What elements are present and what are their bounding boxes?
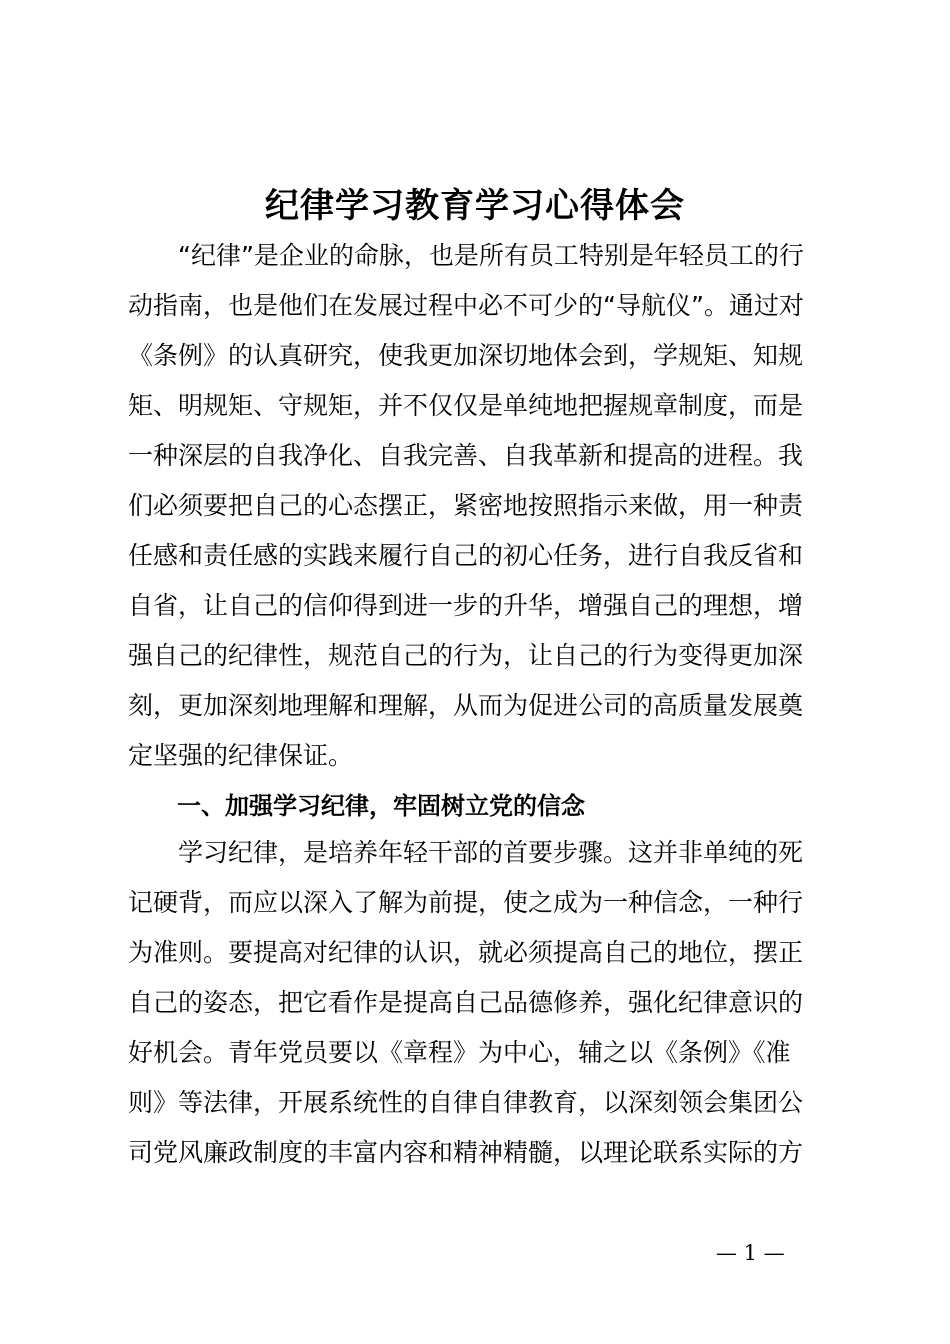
section-heading: 一、加强学习纪律，牢固树立党的信念	[177, 792, 585, 820]
paragraph-line: 矩、明规矩、守规矩，并不仅仅是单纯地把握规章制度，而是	[128, 391, 804, 420]
paragraph-line: 动指南，也是他们在发展过程中必不可少的“导航仪”。通过对	[128, 291, 804, 320]
paragraph-line: 司党风廉政制度的丰富内容和精神精髓，以理论联系实际的方	[128, 1138, 804, 1167]
paragraph-line: 们必须要把自己的心态摆正，紧密地按照指示来做，用一种责	[128, 491, 804, 520]
document-title: 纪律学习教育学习心得体会	[265, 186, 685, 226]
page-number: — 1 —	[716, 1241, 785, 1265]
paragraph-line: “纪律”是企业的命脉，也是所有员工特别是年轻员工的行	[128, 241, 804, 270]
paragraph-line: 刻，更加深刻地理解和理解，从而为促进公司的高质量发展奠	[128, 691, 804, 720]
paragraph-line: 一种深层的自我净化、自我完善、自我革新和提高的进程。我	[128, 441, 804, 470]
paragraph-line: 强自己的纪律性，规范自己的行为，让自己的行为变得更加深	[128, 641, 804, 670]
paragraph-line: 定坚强的纪律保证。	[128, 741, 354, 770]
paragraph-line: 自省，让自己的信仰得到进一步的升华，增强自己的理想，增	[128, 591, 804, 620]
paragraph-line: 任感和责任感的实践来履行自己的初心任务，进行自我反省和	[128, 541, 804, 570]
paragraph-line: 好机会。青年党员要以《章程》为中心，辅之以《条例》《准	[128, 1038, 791, 1067]
paragraph-line: 记硬背，而应以深入了解为前提，使之成为一种信念，一种行	[128, 888, 804, 917]
paragraph-line: 学习纪律，是培养年轻干部的首要步骤。这并非单纯的死	[128, 838, 804, 867]
paragraph-line: 为准则。要提高对纪律的认识，就必须提高自己的地位，摆正	[128, 938, 804, 967]
paragraph-line: 《条例》的认真研究，使我更加深切地体会到，学规矩、知规	[128, 341, 804, 370]
paragraph-line: 则》等法律，开展系统性的自律自律教育，以深刻领会集团公	[128, 1088, 804, 1117]
paragraph-line: 自己的姿态，把它看作是提高自己品德修养，强化纪律意识的	[128, 988, 804, 1017]
